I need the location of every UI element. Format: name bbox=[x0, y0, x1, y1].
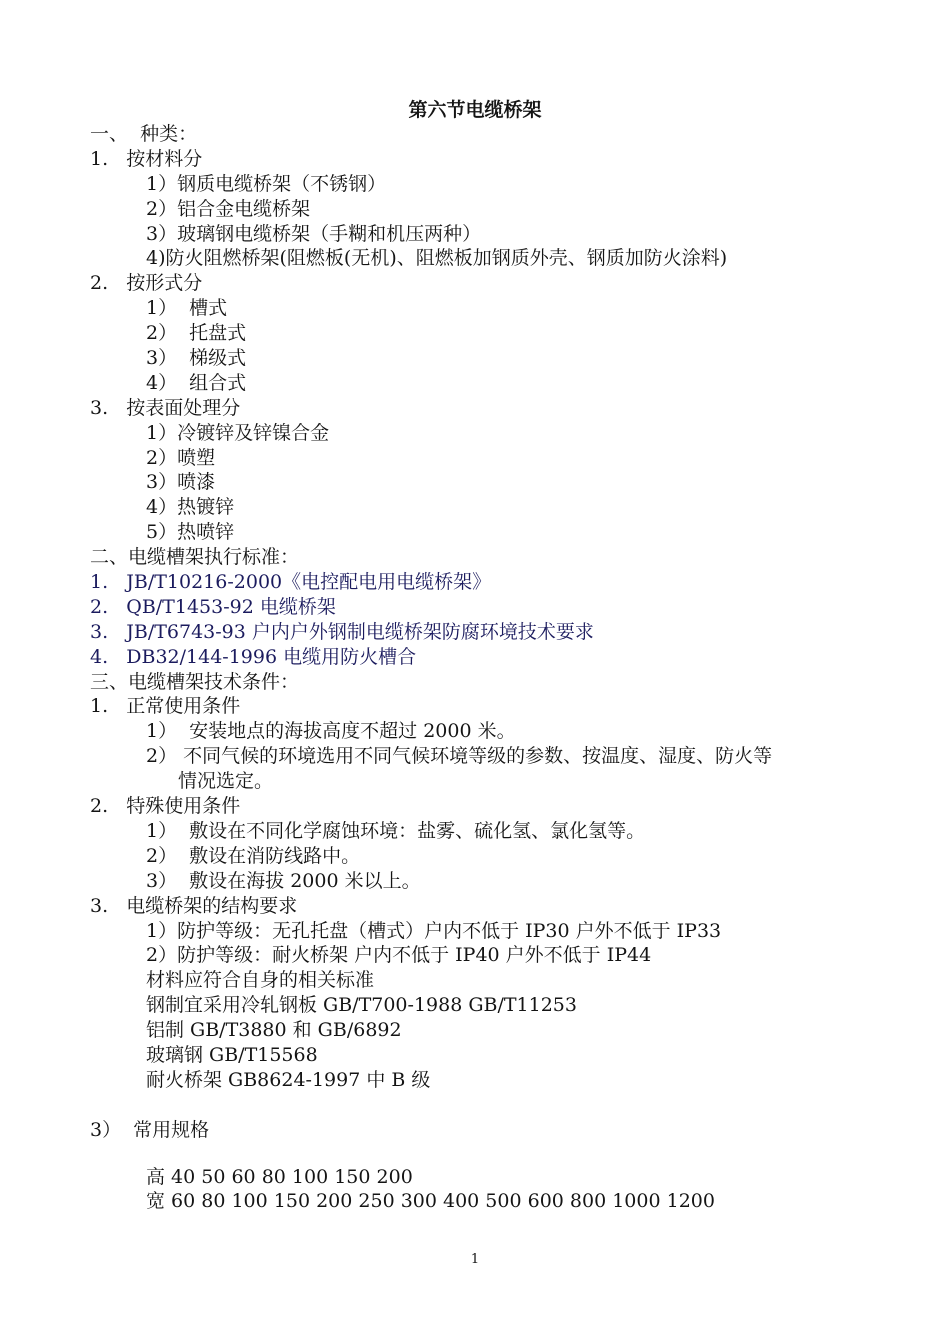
list-item: 1） 敷设在不同化学腐蚀环境：盐雾、硫化氢、氯化氢等。 bbox=[146, 819, 646, 842]
heading-standards: 二、电缆槽架执行标准： bbox=[90, 546, 300, 569]
heading-types: 一、 种类： bbox=[90, 123, 198, 145]
list-item: 3. JB/T6743-93 户内户外钢制电缆桥架防腐环境技术要求 bbox=[90, 620, 594, 643]
blank-line bbox=[0, 1143, 950, 1165]
list-item: 2. QB/T1453-92 电缆桥架 bbox=[90, 595, 336, 618]
list-item: 4） 组合式 bbox=[146, 371, 247, 394]
text-line: 铝制 GB/T3880 和 GB/6892 bbox=[146, 1019, 402, 1042]
list-item: 2）喷塑 bbox=[146, 446, 216, 469]
list-item: 3. 按表面处理分 bbox=[90, 396, 241, 419]
list-item: 3） 敷设在海拔 2000 米以上。 bbox=[146, 869, 421, 892]
list-item: 3. 电缆桥架的结构要求 bbox=[90, 894, 298, 917]
text-line: 玻璃钢 GB/T15568 bbox=[146, 1043, 318, 1066]
list-item: 1. JB/T10216-2000《电控配电用电缆桥架》 bbox=[90, 571, 492, 594]
blank-line bbox=[0, 1093, 950, 1118]
list-item: 1）防护等级：无孔托盘（槽式）户内不低于 IP30 户外不低于 IP33 bbox=[146, 919, 722, 942]
list-item: 2） 托盘式 bbox=[146, 322, 247, 345]
text-line: 耐火桥架 GB8624-1997 中 B 级 bbox=[146, 1068, 431, 1091]
list-item: 4）热镀锌 bbox=[146, 496, 235, 519]
list-item-continuation: 情况选定。 bbox=[178, 770, 274, 793]
list-item: 1）冷镀锌及锌镍合金 bbox=[146, 421, 330, 444]
list-item: 2）铝合金电缆桥架 bbox=[146, 197, 311, 220]
text-line: 材料应符合自身的相关标准 bbox=[146, 969, 375, 992]
list-item: 2） 不同气候的环境选用不同气候环境等级的参数、按温度、湿度、防火等 bbox=[146, 745, 773, 768]
spec-height-row: 高 40 50 60 80 100 150 200 bbox=[146, 1165, 413, 1188]
text-line: 钢制宜采用冷轧钢板 GB/T700-1988 GB/T11253 bbox=[146, 994, 577, 1017]
list-item: 2. 按形式分 bbox=[90, 272, 203, 295]
list-item: 1）钢质电缆桥架（不锈钢） bbox=[146, 172, 387, 195]
list-item: 3）喷漆 bbox=[146, 471, 216, 494]
list-item: 2） 敷设在消防线路中。 bbox=[146, 844, 361, 867]
section-title: 第六节电缆桥架 bbox=[408, 99, 542, 121]
list-item: 1） 槽式 bbox=[146, 297, 228, 320]
list-item: 1） 安装地点的海拔高度不超过 2000 米。 bbox=[146, 720, 516, 743]
list-item: 1. 正常使用条件 bbox=[90, 695, 241, 718]
list-item: 4. DB32/144-1996 电缆用防火槽合 bbox=[90, 645, 417, 668]
spec-width-row: 宽 60 80 100 150 200 250 300 400 500 600 800 1000 1200 bbox=[146, 1190, 715, 1213]
list-item: 3） 梯级式 bbox=[146, 347, 247, 370]
list-item: 3）玻璃钢电缆桥架（手糊和机压两种） bbox=[146, 222, 482, 245]
list-item: 2）防护等级：耐火桥架 户内不低于 IP40 户外不低于 IP44 bbox=[146, 944, 652, 967]
list-item: 5）热喷锌 bbox=[146, 521, 235, 544]
list-item: 2. 特殊使用条件 bbox=[90, 795, 241, 818]
list-item: 1. 按材料分 bbox=[90, 147, 203, 170]
page-number: 1 bbox=[470, 1252, 480, 1267]
document-body bbox=[0, 122, 950, 1214]
list-item: 4)防火阻燃桥架(阻燃板(无机)、阻燃板加钢质外壳、钢质加防火涂料) bbox=[146, 247, 728, 270]
heading-common-specs: 3） 常用规格 bbox=[90, 1118, 210, 1141]
heading-technical-conditions: 三、电缆槽架技术条件： bbox=[90, 670, 300, 693]
